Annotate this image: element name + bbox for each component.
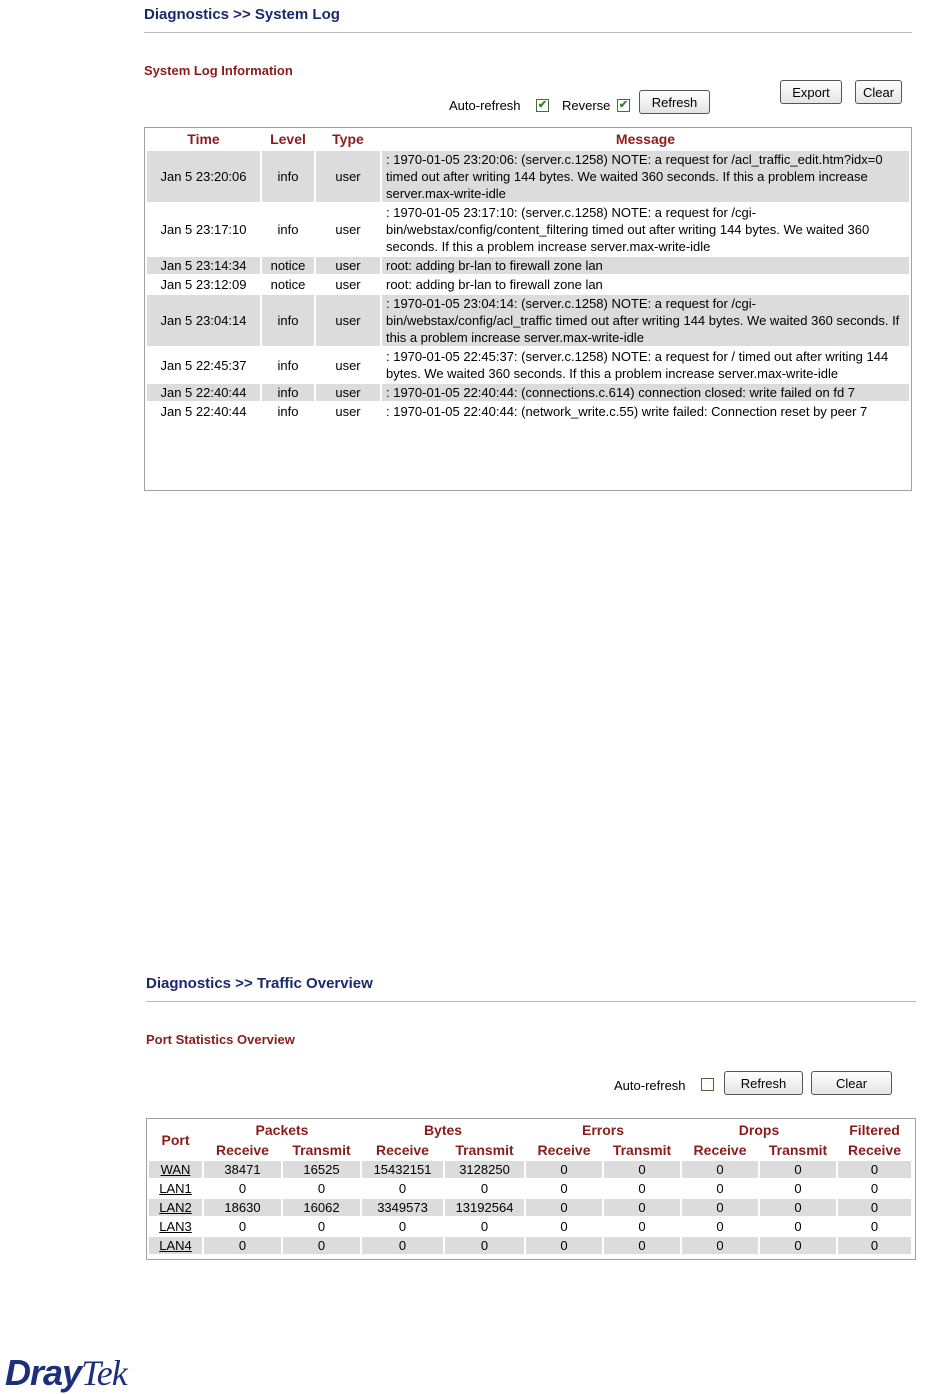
traffic-value-cell: 3349573 xyxy=(362,1199,443,1216)
log-message-cell: : 1970-01-05 23:04:14: (server.c.1258) NOTE: a request for /cgi-bin/webstax/config/acl_traffic timed out after writing 144 bytes. We waited 360 seconds. If this a problem increase server.max-write-idle xyxy=(382,295,909,346)
traffic-value-cell: 0 xyxy=(604,1161,680,1178)
traffic-value-cell: 0 xyxy=(526,1161,602,1178)
log-time-cell: Jan 5 22:45:37 xyxy=(160,357,247,373)
log-level-cell: info xyxy=(277,357,299,373)
title-divider xyxy=(144,32,912,33)
traffic-value-cell: 0 xyxy=(838,1237,911,1254)
log-type-cell: user xyxy=(335,277,361,292)
draytek-logo xyxy=(5,1352,127,1394)
traffic-auto-refresh-checkbox[interactable] xyxy=(701,1078,714,1091)
traffic-value-cell: 0 xyxy=(838,1161,911,1178)
col-message-header: Message xyxy=(615,131,676,147)
log-row xyxy=(147,151,909,202)
traffic-value-cell: 0 xyxy=(238,1219,247,1234)
traffic-value-cell: 0 xyxy=(317,1181,326,1196)
traffic-value-cell: 0 xyxy=(638,1181,646,1196)
traffic-value-cell: 0 xyxy=(204,1237,281,1254)
traffic-value-cell: 0 xyxy=(362,1237,443,1254)
auto-refresh-checkbox[interactable]: ✔ xyxy=(537,99,548,111)
col-time-header: Time xyxy=(187,131,220,147)
log-level-cell: info xyxy=(277,404,299,419)
log-time-cell: Jan 5 23:12:09 xyxy=(160,277,247,292)
traffic-value-cell: 0 xyxy=(480,1181,489,1196)
traffic-value-cell: 0 xyxy=(283,1237,360,1254)
port-cell xyxy=(149,1218,202,1235)
traffic-subheader-transmit: Transmit xyxy=(455,1142,514,1158)
log-row xyxy=(147,403,909,420)
log-type-cell: user xyxy=(316,295,380,346)
log-time-cell: Jan 5 22:40:44 xyxy=(160,404,247,419)
traffic-value-cell: 0 xyxy=(870,1181,879,1196)
traffic-value-cell: 18630 xyxy=(204,1199,281,1216)
packets-group-header: Packets xyxy=(255,1122,309,1138)
system-log-table xyxy=(145,127,911,422)
traffic-value-cell: 0 xyxy=(526,1199,602,1216)
log-level-cell: info xyxy=(262,151,314,202)
traffic-value-cell: 16525 xyxy=(283,1161,360,1178)
port-cell xyxy=(149,1161,202,1178)
traffic-row xyxy=(149,1237,911,1254)
traffic-value-cell: 0 xyxy=(716,1219,724,1234)
log-row xyxy=(147,295,909,346)
traffic-value-cell: 0 xyxy=(638,1219,646,1234)
traffic-value-cell: 0 xyxy=(398,1181,407,1196)
log-type-cell: user xyxy=(335,357,361,373)
traffic-value-cell: 0 xyxy=(480,1219,489,1234)
traffic-value-cell: 0 xyxy=(870,1219,879,1234)
logo-part-dray: Dray xyxy=(5,1352,82,1393)
traffic-row xyxy=(149,1218,911,1235)
log-time-cell: Jan 5 22:40:44 xyxy=(147,384,260,401)
traffic-value-cell: 0 xyxy=(716,1181,724,1196)
log-level-cell: notice xyxy=(262,257,314,274)
traffic-auto-refresh-label: Auto-refresh xyxy=(614,1078,686,1093)
port-cell xyxy=(149,1199,202,1216)
traffic-group-header-row xyxy=(149,1121,911,1139)
drops-group-header: Drops xyxy=(738,1122,780,1138)
log-message-cell: root: adding br-lan to firewall zone lan xyxy=(382,257,909,274)
traffic-subheader-receive: Receive xyxy=(693,1142,747,1158)
system-log-title: Diagnostics >> System Log xyxy=(144,6,340,23)
traffic-subheader-transmit: Transmit xyxy=(768,1142,828,1158)
system-log-table-container[interactable] xyxy=(144,127,912,491)
port-statistics-table xyxy=(147,1119,913,1256)
traffic-value-cell: 0 xyxy=(238,1181,247,1196)
log-row xyxy=(147,257,909,274)
traffic-value-cell: 0 xyxy=(794,1219,802,1234)
clear-button[interactable]: Clear xyxy=(855,80,902,104)
traffic-overview-title: Diagnostics >> Traffic Overview xyxy=(146,975,373,992)
log-type-cell: user xyxy=(316,151,380,202)
traffic-value-cell: 0 xyxy=(682,1199,758,1216)
log-header-row xyxy=(147,129,909,149)
logo-part-tek: Tek xyxy=(81,1353,127,1393)
log-row xyxy=(147,276,909,293)
traffic-value-cell: 0 xyxy=(760,1161,836,1178)
port-statistics-table-container xyxy=(146,1118,916,1260)
traffic-value-cell: 0 xyxy=(682,1161,758,1178)
system-log-subtitle: System Log Information xyxy=(144,63,293,78)
traffic-clear-button[interactable]: Clear xyxy=(811,1071,892,1095)
log-type-cell: user xyxy=(335,404,361,419)
export-button[interactable]: Export xyxy=(780,80,842,104)
log-time-cell: Jan 5 23:20:06 xyxy=(147,151,260,202)
traffic-value-cell: 0 xyxy=(760,1237,836,1254)
traffic-subheader-transmit: Transmit xyxy=(612,1142,672,1158)
port-statistics-subtitle: Port Statistics Overview xyxy=(146,1032,295,1047)
traffic-subheader-row xyxy=(149,1141,911,1159)
log-message-cell: : 1970-01-05 23:17:10: (server.c.1258) NOTE: a request for /cgi-bin/webstax/config/content_filtering timed out after writing 144 bytes. We waited 360 seconds. If this a problem increase server.max-write-idle xyxy=(386,205,870,254)
log-time-cell: Jan 5 23:04:14 xyxy=(147,295,260,346)
reverse-checkbox[interactable]: ✔ xyxy=(618,99,629,111)
traffic-value-cell: 0 xyxy=(794,1181,802,1196)
log-row xyxy=(147,384,909,401)
refresh-button[interactable]: Refresh xyxy=(639,90,710,114)
port-link-lan4[interactable]: LAN4 xyxy=(159,1238,192,1253)
log-type-cell: user xyxy=(316,257,380,274)
traffic-value-cell: 0 xyxy=(398,1219,407,1234)
traffic-value-cell: 0 xyxy=(682,1237,758,1254)
log-level-cell: notice xyxy=(270,277,306,292)
port-link-lan3[interactable]: LAN3 xyxy=(159,1219,192,1234)
traffic-subheader-receive: Receive xyxy=(376,1142,429,1158)
traffic-refresh-button[interactable]: Refresh xyxy=(724,1071,803,1095)
traffic-subheader-receive: Receive xyxy=(848,1142,901,1158)
traffic-value-cell: 0 xyxy=(604,1237,680,1254)
errors-group-header: Errors xyxy=(582,1122,625,1138)
traffic-value-cell: 0 xyxy=(445,1237,524,1254)
reverse-label: Reverse xyxy=(562,98,611,113)
traffic-subheader-transmit: Transmit xyxy=(292,1142,351,1158)
traffic-value-cell: 15432151 xyxy=(362,1161,443,1178)
port-link-lan1[interactable]: LAN1 xyxy=(159,1181,192,1196)
traffic-value-cell: 13192564 xyxy=(445,1199,524,1216)
log-message-cell: : 1970-01-05 23:20:06: (server.c.1258) NOTE: a request for /acl_traffic_edit.htm?idx=0 timed out after writing 144 bytes. We waited 360 seconds. If this a problem increase server.max-write-idle xyxy=(382,151,909,202)
log-message-cell: : 1970-01-05 22:40:44: (network_write.c.55) write failed: Connection reset by peer 7 xyxy=(386,404,868,419)
traffic-subheader-receive: Receive xyxy=(537,1142,591,1158)
col-level-header: Level xyxy=(270,131,306,147)
traffic-value-cell: 0 xyxy=(560,1181,568,1196)
log-message-cell: root: adding br-lan to firewall zone lan xyxy=(386,277,603,292)
port-link-wan[interactable]: WAN xyxy=(160,1162,191,1177)
filtered-group-header: Filtered xyxy=(849,1122,900,1138)
log-row xyxy=(147,348,909,382)
traffic-value-cell: 0 xyxy=(604,1199,680,1216)
log-level-cell: info xyxy=(262,384,314,401)
log-row xyxy=(147,204,909,255)
traffic-value-cell: 0 xyxy=(317,1219,326,1234)
log-level-cell: info xyxy=(277,222,299,237)
log-message-cell: : 1970-01-05 22:40:44: (connections.c.614) connection closed: write failed on fd 7 xyxy=(382,384,909,401)
log-time-cell: Jan 5 23:17:10 xyxy=(160,222,247,237)
traffic-value-cell: 16062 xyxy=(283,1199,360,1216)
traffic-value-cell: 0 xyxy=(838,1199,911,1216)
traffic-value-cell: 38471 xyxy=(204,1161,281,1178)
log-level-cell: info xyxy=(262,295,314,346)
col-type-header: Type xyxy=(332,131,364,147)
traffic-value-cell: 3128250 xyxy=(445,1161,524,1178)
log-type-cell: user xyxy=(335,222,361,237)
port-cell xyxy=(149,1180,202,1197)
traffic-row xyxy=(149,1161,911,1178)
traffic-value-cell: 0 xyxy=(760,1199,836,1216)
log-time-cell: Jan 5 23:14:34 xyxy=(147,257,260,274)
traffic-title-divider xyxy=(146,1001,916,1002)
bytes-group-header: Bytes xyxy=(423,1122,463,1138)
port-header: Port xyxy=(161,1132,190,1148)
port-cell xyxy=(149,1237,202,1254)
log-message-cell: : 1970-01-05 22:45:37: (server.c.1258) NOTE: a request for / timed out after writing 144 bytes. We waited 360 seconds. If this a problem increase server.max-write-idle xyxy=(386,349,889,381)
traffic-value-cell: 0 xyxy=(560,1219,568,1234)
auto-refresh-label: Auto-refresh xyxy=(449,98,521,113)
traffic-value-cell: 0 xyxy=(526,1237,602,1254)
log-type-cell: user xyxy=(316,384,380,401)
traffic-subheader-receive: Receive xyxy=(216,1142,269,1158)
port-link-lan2[interactable]: LAN2 xyxy=(159,1200,192,1215)
traffic-row xyxy=(149,1199,911,1216)
traffic-row xyxy=(149,1180,911,1197)
